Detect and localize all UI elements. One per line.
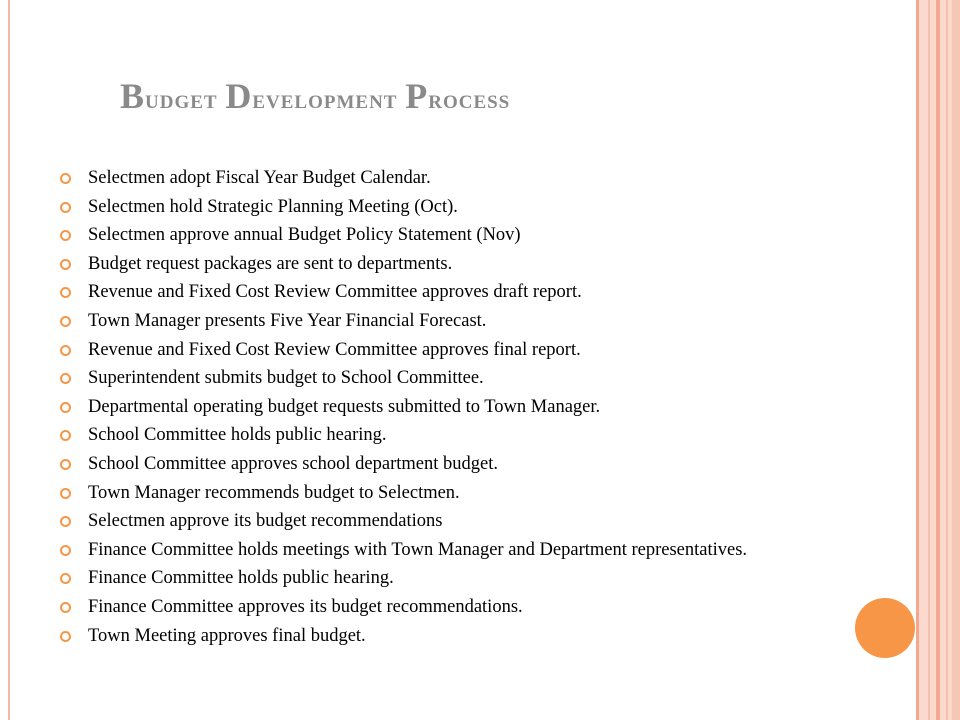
bullet-item: Selectmen approve its budget recommendations (60, 511, 860, 532)
bullet-item: Town Meeting approves final budget. (60, 626, 860, 647)
decorative-stripe (952, 0, 960, 720)
bullet-circle-icon (60, 631, 71, 642)
bullet-item: Selectmen adopt Fiscal Year Budget Calendar. (60, 168, 860, 189)
bullet-circle-icon (60, 488, 71, 499)
bullet-item: Revenue and Fixed Cost Review Committee approves draft report. (60, 282, 860, 303)
bullet-item: Selectmen approve annual Budget Policy Statement (Nov) (60, 225, 860, 246)
title-word: Process (405, 76, 511, 116)
title-word: Budget (120, 76, 218, 116)
bullet-circle-icon (60, 516, 71, 527)
bullet-item: Finance Committee holds meetings with Town Manager and Department representatives. (60, 540, 860, 561)
bullet-item: Town Manager presents Five Year Financial Forecast. (60, 311, 860, 332)
bullet-circle-icon (60, 345, 71, 356)
left-border-line (8, 0, 10, 720)
bullet-circle-icon (60, 373, 71, 384)
bullet-item: Selectmen hold Strategic Planning Meeting (Oct). (60, 197, 860, 218)
bullet-item: Revenue and Fixed Cost Review Committee approves final report. (60, 340, 860, 361)
bullet-circle-icon (60, 287, 71, 298)
decorative-stripe (946, 0, 948, 720)
bullet-item: Town Manager recommends budget to Selectmen. (60, 483, 860, 504)
bullet-circle-icon (60, 316, 71, 327)
bullet-item: Superintendent submits budget to School Committee. (60, 368, 860, 389)
bullet-item: Departmental operating budget requests submitted to Town Manager. (60, 397, 860, 418)
bullet-circle-icon (60, 545, 71, 556)
decorative-circle (855, 598, 915, 658)
decorative-stripe (916, 0, 919, 720)
bullet-circle-icon (60, 173, 71, 184)
title-word: Development (225, 76, 398, 116)
bullet-circle-icon (60, 259, 71, 270)
bullet-item: Budget request packages are sent to departments. (60, 254, 860, 275)
slide-title (120, 66, 860, 129)
decorative-stripe (936, 0, 940, 720)
bullet-circle-icon (60, 402, 71, 413)
bullet-circle-icon (60, 459, 71, 470)
bullet-item: School Committee approves school department budget. (60, 454, 860, 475)
bullet-circle-icon (60, 573, 71, 584)
bullet-circle-icon (60, 230, 71, 241)
decorative-stripe (928, 0, 930, 720)
bullet-circle-icon (60, 602, 71, 613)
bullet-item: School Committee holds public hearing. (60, 425, 860, 446)
bullet-circle-icon (60, 202, 71, 213)
bullet-item: Finance Committee approves its budget recommendations. (60, 597, 860, 618)
bullet-circle-icon (60, 430, 71, 441)
bullet-item: Finance Committee holds public hearing. (60, 568, 860, 589)
bullet-list (60, 168, 860, 654)
